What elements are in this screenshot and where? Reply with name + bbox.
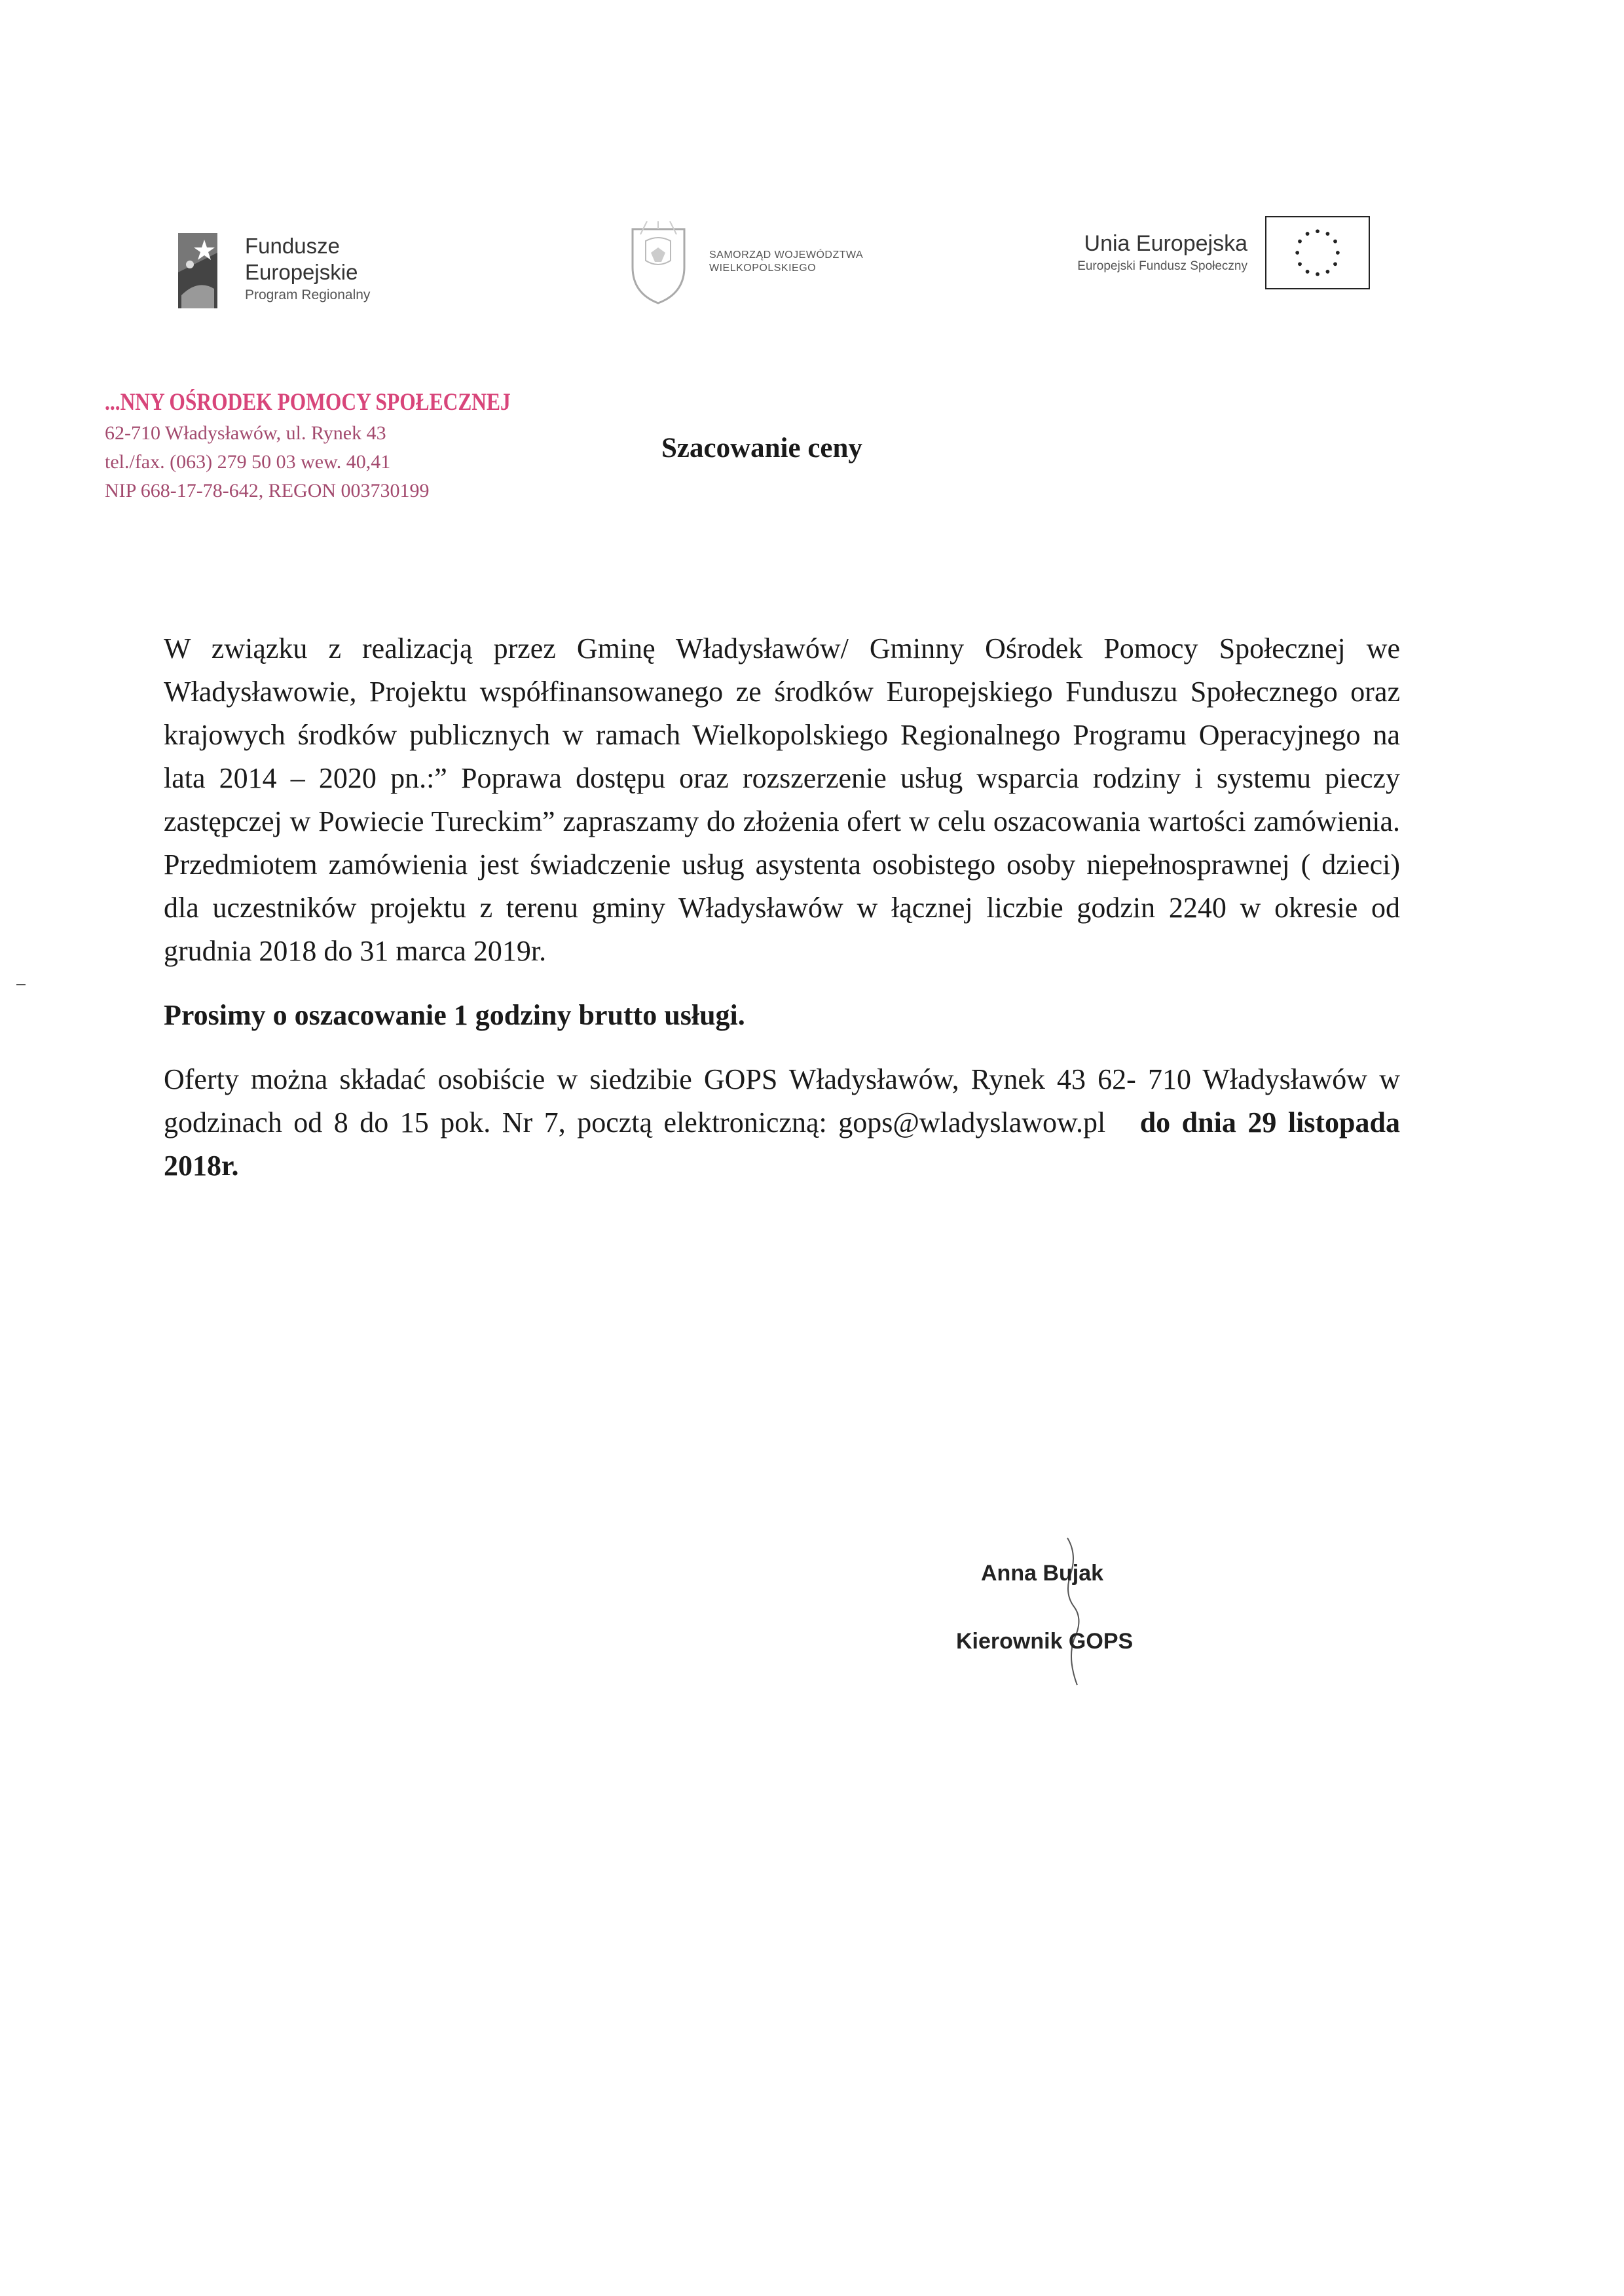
fe-logo-line1: Fundusze [245, 234, 340, 258]
signer-name: Anna Bujak [981, 1561, 1104, 1586]
body-paragraph-1: W związku z realizacją przez Gminę Władysławów/ Gminny Ośrodek Pomocy Społecznej we Władysławowie, Projektu współfinansowanego ze środków Europejskiego Funduszu Społecznego oraz krajowych środków publicznych w ramach Wielkopolskiego Regionalnego Programu Operacyjnego na lata 2014 – 2020 pn.:” Poprawa dostępu oraz rozszerzenie usług wsparcia rodziny i systemu pieczy zastępczej w Powiecie Tureckim” zapraszamy do złożenia ofert w celu oszacowania wartości zamówienia. Przedmiotem zamówienia jest świadczenie usług asystenta osobistego osoby niepełnosprawnej ( dzieci) dla uczestników projektu z terenu gminy Władysławów w łącznej liczbie godzin 2240 w okresie od grudnia 2018 do 31 marca 2019r. [164, 632, 1400, 967]
stamp-nip-regon: NIP 668-17-78-642, REGON 003730199 [105, 480, 430, 501]
letter-body [164, 627, 1400, 1188]
fe-logo-text [245, 233, 370, 305]
signature-scrawl-icon [1054, 1535, 1094, 1692]
stamp-institution-name: ...NNY OŚRODEK POMOCY SPOŁECZNEJ [105, 389, 511, 416]
unia-europejska-logo [982, 216, 1375, 295]
fe-mark-icon [178, 233, 217, 308]
samorzad-logo [627, 221, 902, 306]
samorzad-logo-line1: SAMORZĄD WOJEWÓDZTWA [709, 249, 864, 261]
ue-logo-line2: Europejski Fundusz Społeczny [1077, 259, 1247, 273]
body-paragraph-3 [164, 1058, 1400, 1188]
document-title: Szacowanie ceny [661, 433, 862, 464]
stamp-address: 62-710 Władysławów, ul. Rynek 43 [105, 422, 386, 444]
fe-logo-line2: Europejskie [245, 260, 358, 284]
fundusze-europejskie-logo [178, 233, 427, 312]
crest-icon [627, 221, 690, 306]
samorzad-logo-text [709, 249, 863, 275]
body-paragraph-3-text: Oferty można składać osobiście w siedzibie GOPS Władysławów, Rynek 43 62- 710 Władysławów w godzinach od 8 do 15 pok. Nr 7, pocztą elektroniczną: gops@wladyslawow.pl [164, 1063, 1400, 1139]
institution-stamp [105, 386, 563, 505]
body-paragraph-2: Prosimy o oszacowanie 1 godziny brutto usługi. [164, 999, 745, 1031]
stamp-phone: tel./fax. (063) 279 50 03 wew. 40,41 [105, 451, 391, 473]
fe-logo-line3: Program Regionalny [245, 287, 371, 302]
signer-role: Kierownik GOPS [956, 1629, 1134, 1654]
ue-logo-text [1077, 230, 1247, 276]
scan-mark [16, 984, 26, 985]
deadline-text: do dnia 29 listopada 2018r. [164, 1106, 1400, 1182]
ue-logo-line1: Unia Europejska [1084, 231, 1247, 256]
samorzad-logo-line2: WIELKOPOLSKIEGO [709, 263, 817, 274]
eu-flag-icon [1265, 216, 1370, 289]
